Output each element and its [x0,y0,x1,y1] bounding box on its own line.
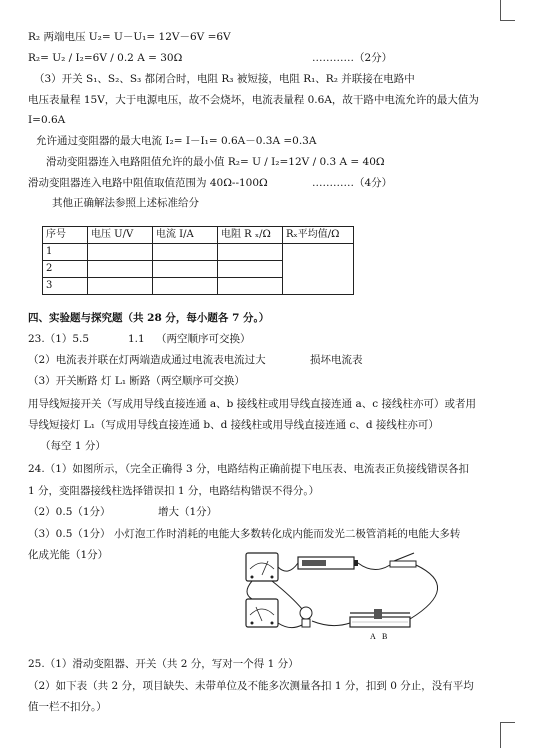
table-header: 电阻 R ₓ/Ω [218,227,283,244]
table-cell [283,244,354,295]
text-line: 24.（1）如图所示，（完全正确得 3 分，电路结构正确前提下电压表、电流表正负接线错误各扣 [28,463,469,475]
text-line: R₂= U₂ / I₂=6V / 0.2 A = 30Ω [28,52,183,64]
text-line: 其他正确解法参照上述标准给分 [52,197,199,209]
text-line: 滑动变阻器连入电路阻值允许的最小值 R₂= U / I₂=12V / 0.3 A = 40Ω [46,156,385,168]
table-cell [153,244,218,261]
text-line: （2）电流表并联在灯两端造成通过电流表电流过大 [28,354,266,366]
table-cell [153,278,218,295]
circuit-diagram [232,547,494,647]
text-line: 化成光能（1分） [28,549,109,561]
table-cell: 1 [43,244,88,261]
text-line: 用导线短接开关（写成用导线直接连通 a、b 接线柱或用导线直接连通 a、c 接线柱亦可）或者用 [28,398,476,410]
text-line: R₂ 两端电压 U₂= U－U₁= 12V－6V =6V [28,31,231,43]
text-line: （3）开关断路 灯 L₁ 断路（两空顺序可交换） [28,375,245,387]
rheostat-icon [350,609,410,627]
table-header: Rₓ平均值/Ω [283,227,354,244]
text-line: 允许通过变阻器的最大电流 I₂= I－I₁= 0.6A－0.3A =0.3A [36,135,317,147]
table-cell [218,244,283,261]
text-line: （3）0.5（1分） 小灯泡工作时消耗的电能大多数转化成内能而发光二极管消耗的电能大多转 [28,528,461,540]
measurement-table [42,226,354,295]
text-line: 1.1 [128,333,145,345]
ammeter-icon [246,599,278,627]
table-cell [88,261,153,278]
text-line: （2）0.5（1分） [28,506,111,518]
text-line: 1 分，变阻器接线柱选择错误扣 1 分，电路结构错误不得分。） [28,485,320,497]
table-cell [88,278,153,295]
table-cell: 2 [43,261,88,278]
text-line: （每空 1 分） [40,440,106,452]
text-line: I=0.6A [28,114,66,126]
table-cell: 3 [43,278,88,295]
table-header: 序号 [43,227,88,244]
bulb-icon [300,607,312,627]
table-header: 电流 I/A [153,227,218,244]
text-line: 滑动变阻器连入电路中阻值取值范围为 40Ω--100Ω [28,177,268,189]
text-line: 损坏电流表 [310,354,363,366]
figure-label: A [370,632,376,641]
battery-icon [298,557,358,569]
text-line: 值一栏不扣分。） [28,701,107,713]
figure-label: B [382,632,388,641]
text-line: 25.（1）滑动变阻器、开关（共 2 分，写对一个得 1 分） [28,658,299,670]
switch-icon [390,553,416,567]
table-cell [153,261,218,278]
score-note: …………（2分） [312,52,393,64]
voltmeter-icon [246,553,278,581]
section-heading: 四、实验题与探究题（共 28 分，每小题各 7 分。） [28,312,270,324]
text-line: （2）如下表（共 2 分，项目缺失、未带单位及不能多次测量各扣 1 分，扣到 0 分止，没有平均 [28,680,474,692]
table-header-row [43,227,354,244]
table-cell [218,278,283,295]
text-line: 导线短接灯 L₁（写成用导线直接连通 b、d 接线柱或用导线直接连通 c、d 接线柱亦可） [28,419,439,431]
text-line: 23.（1）5.5 [28,333,90,345]
table-row [43,244,354,261]
text-line: （3）开关 S₁、S₂、S₃ 都闭合时，电阻 R₃ 被短接，电阻 R₁、R₂ 并联接在电路中 [34,73,415,85]
score-note: …………（4分） [312,177,393,189]
text-line: （两空顺序可交换） [156,333,251,345]
text-line: 电压表量程 15V，大于电源电压，故不会烧坏，电流表量程 0.6A，故干路中电流允许的最大值为 [28,94,479,106]
text-line: 增大（1分） [158,506,218,518]
table-cell [218,261,283,278]
crop-mark-top-right [500,0,515,21]
table-cell [88,244,153,261]
crop-mark-bottom-right [500,722,515,748]
table-header: 电压 U/V [88,227,153,244]
